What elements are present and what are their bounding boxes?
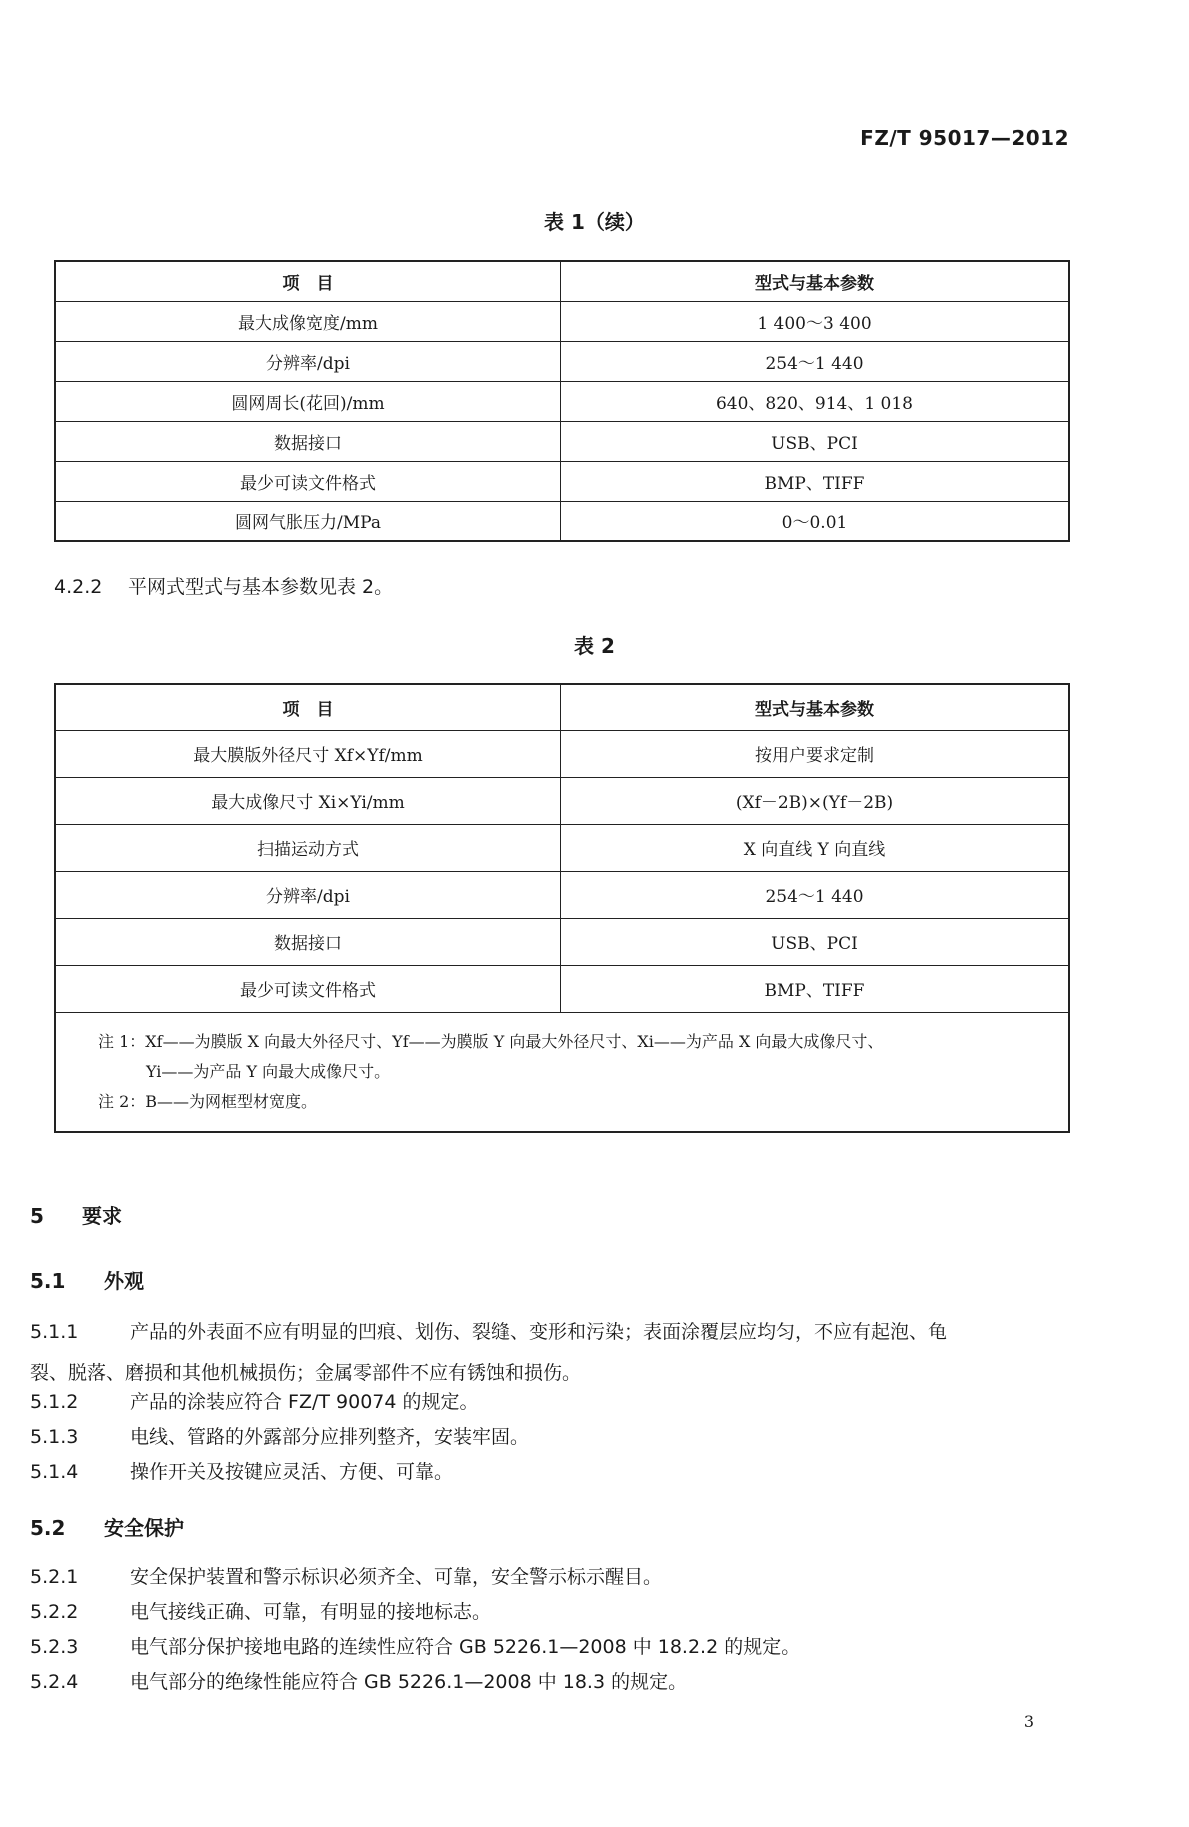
table2 — [54, 683, 1070, 1133]
clause-text: 平网式型式与基本参数见表 2。 — [128, 576, 394, 598]
clause-5-2-2 — [30, 1595, 1070, 1630]
table-row — [55, 381, 1069, 421]
subsection-5-2-heading — [30, 1512, 184, 1541]
table2-cell-item: 最大成像尺寸 Xi×Yi/mm — [55, 777, 561, 824]
subsection-number: 5.2 — [30, 1516, 66, 1540]
note-1-line-2: Yi——为产品 Y 向最大成像尺寸。 — [146, 1061, 391, 1081]
clause-text: 安全保护装置和警示标识必须齐全、可靠，安全警示标示醒目。 — [130, 1566, 663, 1588]
table1-cell-item: 分辨率/dpi — [55, 341, 561, 381]
clause-number: 5.2.4 — [30, 1671, 79, 1693]
subsection-5-1-heading — [30, 1265, 144, 1294]
table-row — [55, 965, 1069, 1012]
subsection-title: 外观 — [104, 1269, 144, 1293]
clause-number: 5.2.3 — [30, 1636, 79, 1658]
clause-number: 5.1.2 — [30, 1391, 79, 1413]
note-2: 注 2：B——为网框型材宽度。 — [98, 1091, 318, 1111]
table-row — [55, 341, 1069, 381]
subsection-title: 安全保护 — [104, 1516, 184, 1540]
table-row — [55, 730, 1069, 777]
subsection-number: 5.1 — [30, 1269, 66, 1293]
clause-5-1-3 — [30, 1420, 1070, 1455]
table-row — [55, 777, 1069, 824]
table1-col-param: 型式与基本参数 — [561, 261, 1070, 301]
table2-notes-row — [55, 1012, 1069, 1132]
clause-number: 5.1.1 — [30, 1321, 79, 1343]
table1-cell-param: 1 400～3 400 — [561, 301, 1070, 341]
clause-text: 操作开关及按键应灵活、方便、可靠。 — [130, 1461, 454, 1483]
clause-text: 电气接线正确、可靠，有明显的接地标志。 — [130, 1601, 492, 1623]
table-row — [55, 301, 1069, 341]
table2-cell-item: 最大膜版外径尺寸 Xf×Yf/mm — [55, 730, 561, 777]
clause-text: 产品的外表面不应有明显的凹痕、划伤、裂缝、变形和污染；表面涂覆层应均匀，不应有起泡、龟 — [130, 1321, 948, 1343]
clause-5-2-3 — [30, 1630, 1070, 1665]
clause-number: 4.2.2 — [54, 576, 103, 598]
table1-title: 表 1（续） — [544, 210, 645, 234]
note-1-line-1: 注 1：Xf——为膜版 X 向最大外径尺寸、Yf——为膜版 Y 向最大外径尺寸、Xi——为产品 X 向最大成像尺寸、 — [98, 1031, 884, 1051]
standard-number: FZ/T 95017—2012 — [860, 126, 1069, 150]
clause-number: 5.1.4 — [30, 1461, 79, 1483]
clause-5-1-1 — [30, 1315, 1070, 1350]
clause-text: 电气部分的绝缘性能应符合 GB 5226.1—2008 中 18.3 的规定。 — [130, 1671, 688, 1693]
table-row — [55, 871, 1069, 918]
table1 — [54, 260, 1070, 542]
table2-col-item: 项 目 — [55, 684, 561, 730]
clause-text: 电气部分保护接地电路的连续性应符合 GB 5226.1—2008 中 18.2.2 的规定。 — [130, 1636, 801, 1658]
clause-number: 5.2.1 — [30, 1566, 79, 1588]
clause-number: 5.2.2 — [30, 1601, 79, 1623]
table1-cell-item: 最大成像宽度/mm — [55, 301, 561, 341]
table1-cell-item: 圆网周长(花回)/mm — [55, 381, 561, 421]
table2-cell-param: 按用户要求定制 — [561, 730, 1070, 777]
table2-cell-item: 分辨率/dpi — [55, 871, 561, 918]
table1-cell-param: USB、PCI — [561, 421, 1070, 461]
clause-5-2-4 — [30, 1665, 1070, 1700]
table1-cell-param: 640、820、914、1 018 — [561, 381, 1070, 421]
table1-cell-item: 最少可读文件格式 — [55, 461, 561, 501]
table1-cell-item: 数据接口 — [55, 421, 561, 461]
clause-number: 5.1.3 — [30, 1426, 79, 1448]
clause-text: 电线、管路的外露部分应排列整齐，安装牢固。 — [130, 1426, 530, 1448]
page-number: 3 — [1023, 1712, 1034, 1731]
table2-cell-param: (Xf－2B)×(Yf－2B) — [561, 777, 1070, 824]
table2-cell-param: 254～1 440 — [561, 871, 1070, 918]
table1-cell-param: BMP、TIFF — [561, 461, 1070, 501]
table2-header-row — [55, 684, 1069, 730]
clause-5-1-1-continuation: 裂、脱落、磨损和其他机械损伤；金属零部件不应有锈蚀和损伤。 — [30, 1362, 582, 1384]
table-row — [55, 918, 1069, 965]
table1-cell-param: 254～1 440 — [561, 341, 1070, 381]
clause-5-1-4 — [30, 1455, 1070, 1490]
table-row — [55, 501, 1069, 541]
section-number: 5 — [30, 1204, 44, 1228]
table2-cell-param: X 向直线 Y 向直线 — [561, 824, 1070, 871]
table1-col-item: 项 目 — [55, 261, 561, 301]
table2-col-param: 型式与基本参数 — [561, 684, 1070, 730]
section-title: 要求 — [82, 1204, 122, 1228]
clause-text: 产品的涂装应符合 FZ/T 90074 的规定。 — [130, 1391, 479, 1413]
table2-title: 表 2 — [574, 634, 615, 658]
table1-header-row — [55, 261, 1069, 301]
table2-cell-param: BMP、TIFF — [561, 965, 1070, 1012]
table1-cell-param: 0～0.01 — [561, 501, 1070, 541]
clause-5-2-1 — [30, 1560, 1070, 1595]
table2-notes — [55, 1012, 1069, 1132]
table2-cell-param: USB、PCI — [561, 918, 1070, 965]
table2-cell-item: 扫描运动方式 — [55, 824, 561, 871]
table1-cell-item: 圆网气胀压力/MPa — [55, 501, 561, 541]
section-5-heading — [30, 1200, 122, 1229]
clause-5-1-2 — [30, 1385, 1070, 1420]
table2-cell-item: 最少可读文件格式 — [55, 965, 561, 1012]
table-row — [55, 421, 1069, 461]
clause-4-2-2 — [54, 570, 1074, 605]
table-row — [55, 461, 1069, 501]
table2-cell-item: 数据接口 — [55, 918, 561, 965]
table-row — [55, 824, 1069, 871]
